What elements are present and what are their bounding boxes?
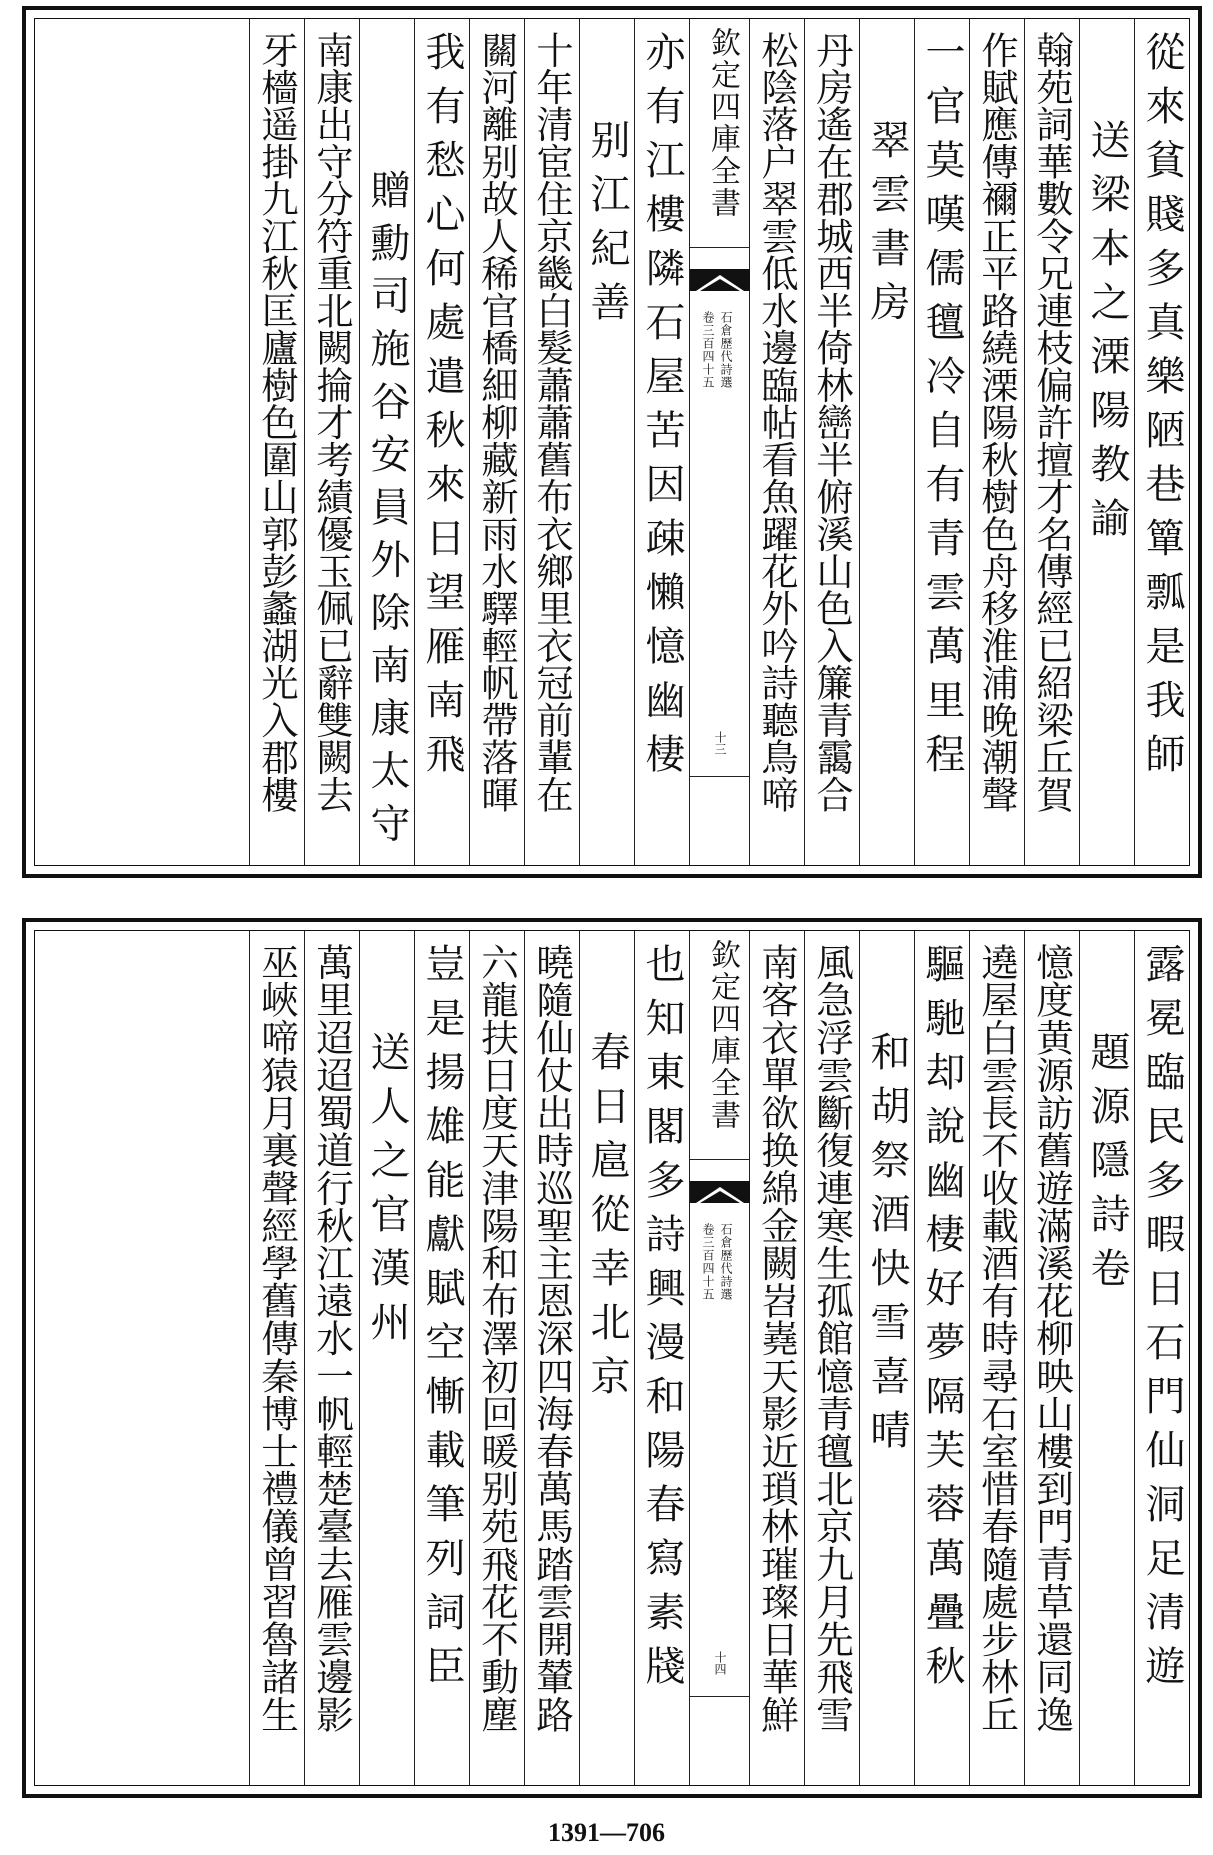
text-column <box>359 19 414 865</box>
column-text: 也知東閣多詩興漫和陽春寫素牋 <box>639 943 685 1699</box>
text-column <box>969 19 1024 865</box>
center-spine <box>689 19 749 865</box>
spine-page-number: 十四 <box>713 1651 727 1675</box>
column-text: 亦有江樓隣石屋苦因疎懶憶幽棲 <box>639 31 685 787</box>
column-text: 風急浮雲斷復連寒生孤館憶青氊北京九月先飛雪 <box>810 943 854 1733</box>
text-column <box>914 931 969 1785</box>
text-column <box>579 19 634 865</box>
text-column <box>749 931 804 1785</box>
spine-page-number: 十三 <box>713 731 727 755</box>
poem-title: 翠雲書房 <box>864 119 910 335</box>
text-column <box>1079 19 1134 865</box>
column-text: 作賦應傳禰正平路繞溧陽秋樹色舟移淮浦晚潮聲 <box>975 31 1019 813</box>
text-column <box>249 931 304 1785</box>
spine-divider <box>690 1159 749 1160</box>
poem-title: 贈勳司施谷安員外除南康太守 <box>364 169 410 855</box>
spine-title: 欽定四庫全書 <box>705 939 740 1131</box>
column-text: 露冕臨民多暇日石門仙洞足清遊 <box>1139 943 1185 1699</box>
column-text: 驅馳却說幽棲好夢隔芙蓉萬疊秋 <box>919 943 965 1699</box>
text-column <box>634 19 689 865</box>
page-footer-number: 1391—706 <box>548 1818 665 1847</box>
text-column <box>579 931 634 1785</box>
poem-title: 題源隱詩卷 <box>1084 1031 1130 1301</box>
column-text: 十年清宦住京畿白髮蕭蕭舊布衣鄉里衣冠前輩在 <box>530 31 574 813</box>
column-text: 丹房遙在郡城西半倚林巒半俯溪山色入簾青靄合 <box>810 31 854 813</box>
top-page <box>22 6 1202 878</box>
poem-title: 和胡祭酒快雪喜晴 <box>864 1031 910 1463</box>
poem-title: 送人之官漢州 <box>364 1031 410 1355</box>
column-text: 六龍扶日度天津陽和布澤初回暖别苑飛花不動塵 <box>475 943 519 1733</box>
column-text: 關河離别故人稀官橋細柳藏新雨水驛輕帆帶落暉 <box>475 31 519 813</box>
bottom-page <box>22 918 1202 1798</box>
text-column <box>304 19 359 865</box>
text-column <box>359 931 414 1785</box>
text-column <box>414 19 469 865</box>
text-column <box>914 19 969 865</box>
center-spine <box>689 931 749 1785</box>
spine-book-title: 石倉歷代詩選 <box>719 311 733 389</box>
column-text: 從來貧賤多真樂陋巷簞瓢是我師 <box>1139 31 1185 787</box>
text-column <box>249 19 304 865</box>
column-text: 曉隨仙仗出時巡聖主恩深四海春萬馬踏雲開輦路 <box>530 943 574 1733</box>
spine-volume: 卷三百四十五 <box>701 1223 715 1301</box>
text-column <box>414 931 469 1785</box>
fish-tail-mark <box>690 269 750 291</box>
text-column <box>304 931 359 1785</box>
text-column <box>804 19 859 865</box>
text-column <box>1079 931 1134 1785</box>
column-text: 松陰落户翠雲低水邊臨帖看魚躍花外吟詩聽鳥啼 <box>755 31 799 813</box>
column-text: 豈是揚雄能獻賦空慚載筆列詞臣 <box>419 943 465 1699</box>
poem-title: 别江紀善 <box>584 119 630 335</box>
bottom-page-columns <box>35 931 1189 1785</box>
text-column <box>524 19 579 865</box>
text-column <box>524 931 579 1785</box>
top-page-frame <box>34 18 1190 866</box>
text-column <box>469 19 524 865</box>
spine-book-title: 石倉歷代詩選 <box>719 1223 733 1301</box>
poem-title: 送梁本之溧陽教諭 <box>1084 119 1130 551</box>
spine-volume: 卷三百四十五 <box>701 311 715 389</box>
text-column <box>1024 931 1079 1785</box>
fish-tail-mark <box>690 1181 750 1203</box>
column-text: 遶屋白雲長不收載酒有時尋石室惜春隨處步林丘 <box>975 943 1019 1733</box>
column-text: 牙檣遥掛九江秋匡廬樹色圍山郭彭蠡湖光入郡樓 <box>255 31 299 813</box>
text-column <box>469 931 524 1785</box>
text-column <box>749 19 804 865</box>
text-column <box>634 931 689 1785</box>
column-text: 一官莫嘆儒氊冷自有青雲萬里程 <box>919 31 965 787</box>
text-column <box>859 19 914 865</box>
column-text: 憶度黄源訪舊遊滿溪花柳映山樓到門青草還同逸 <box>1030 943 1074 1733</box>
column-text: 巫峽啼猿月裏聲經學舊傳秦博士禮儀曾習魯諸生 <box>255 943 299 1733</box>
text-column <box>1134 931 1189 1785</box>
text-column <box>1134 19 1189 865</box>
text-column <box>859 931 914 1785</box>
column-text: 南康出守分符重北闕掄才考績優玉佩已辭雙闕去 <box>310 31 354 813</box>
column-text: 萬里迢迢蜀道行秋江遠水一帆輕楚臺去雁雲邊影 <box>310 943 354 1733</box>
poem-title: 春日扈從幸北京 <box>584 1031 630 1409</box>
text-column <box>969 931 1024 1785</box>
spine-divider <box>690 247 749 248</box>
spine-divider <box>690 776 749 777</box>
bottom-page-frame <box>34 930 1190 1786</box>
column-text: 南客衣單欲换綿金闕岧嶤天影近瑣林璀璨日華鮮 <box>755 943 799 1733</box>
text-column <box>1024 19 1079 865</box>
text-column <box>804 931 859 1785</box>
column-text: 我有愁心何處遣秋來日望雁南飛 <box>419 31 465 787</box>
top-page-columns <box>35 19 1189 865</box>
column-text: 翰苑詞華數令兄連枝偏許擅才名傳經已紹梁丘賀 <box>1030 31 1074 813</box>
spine-divider <box>690 1696 749 1697</box>
spine-title: 欽定四庫全書 <box>705 27 740 219</box>
